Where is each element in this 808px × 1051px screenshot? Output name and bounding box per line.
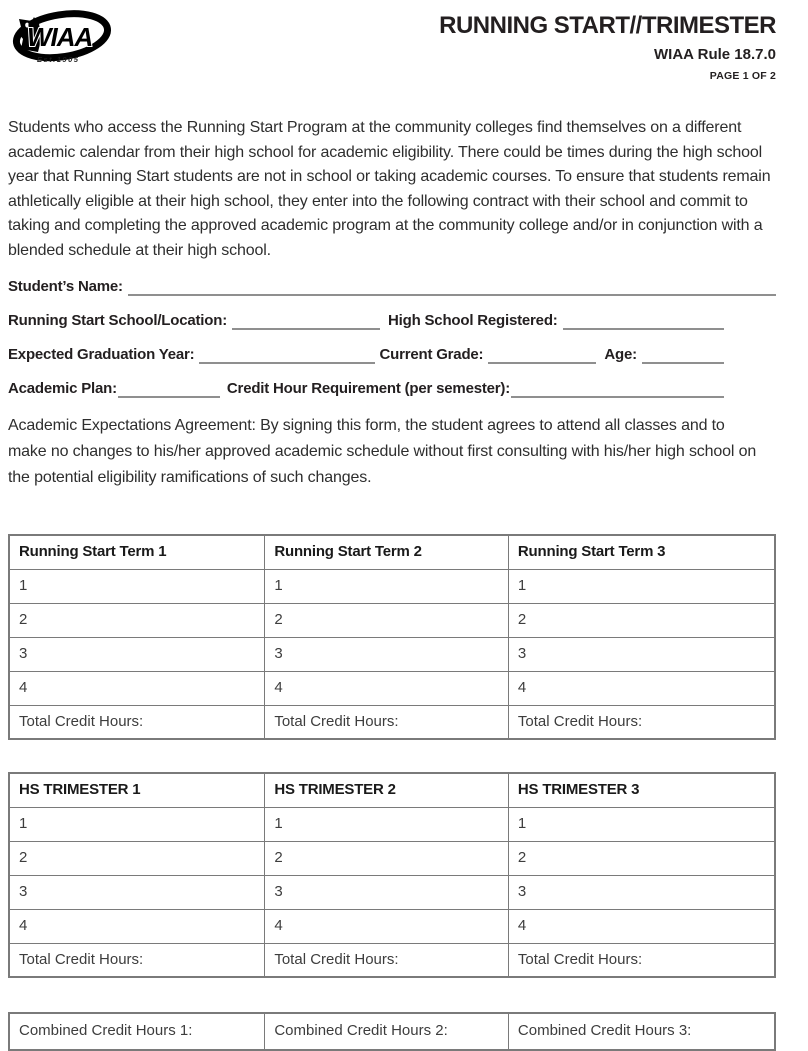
period-number-cell: 2 bbox=[9, 841, 265, 875]
period-number-cell: 3 bbox=[508, 637, 775, 671]
column-header-cell: Running Start Term 2 bbox=[265, 535, 509, 569]
page-title: RUNNING START//TRIMESTER bbox=[439, 12, 776, 39]
total-credit-hours-cell: Total Credit Hours: bbox=[9, 705, 265, 739]
period-number-cell: 1 bbox=[508, 569, 775, 603]
academic-plan-label: Academic Plan: bbox=[8, 380, 117, 397]
form-row-schools bbox=[8, 310, 724, 330]
period-row bbox=[9, 637, 775, 671]
period-number-cell: 3 bbox=[9, 875, 265, 909]
period-number-cell: 2 bbox=[508, 841, 775, 875]
form-row-student-name bbox=[8, 276, 776, 296]
current-grade-blank bbox=[488, 348, 596, 364]
period-number-cell: 1 bbox=[265, 807, 509, 841]
period-number-cell: 3 bbox=[508, 875, 775, 909]
wiaa-logo-icon bbox=[8, 10, 120, 72]
period-number-cell: 4 bbox=[9, 909, 265, 943]
form-row-academic-plan bbox=[8, 378, 724, 398]
high-school-registered-blank bbox=[563, 314, 724, 330]
period-number-cell: 4 bbox=[9, 671, 265, 705]
period-number-cell: 4 bbox=[265, 671, 509, 705]
column-header-cell: Running Start Term 1 bbox=[9, 535, 265, 569]
combined-credit-hours-table bbox=[8, 1012, 776, 1051]
period-number-cell: 1 bbox=[9, 807, 265, 841]
period-row bbox=[9, 569, 775, 603]
period-row bbox=[9, 909, 775, 943]
student-info-form bbox=[8, 276, 776, 398]
running-start-location-blank bbox=[232, 314, 380, 330]
period-number-cell: 1 bbox=[265, 569, 509, 603]
current-grade-label: Current Grade: bbox=[379, 346, 484, 363]
total-credit-hours-cell: Total Credit Hours: bbox=[9, 943, 265, 977]
credit-hour-requirement-label: Credit Hour Requirement (per semester): bbox=[226, 380, 511, 397]
column-header-cell: HS TRIMESTER 3 bbox=[508, 773, 775, 807]
period-number-cell: 4 bbox=[508, 671, 775, 705]
rule-reference: WIAA Rule 18.7.0 bbox=[654, 46, 776, 63]
period-row bbox=[9, 603, 775, 637]
period-number-cell: 2 bbox=[265, 603, 509, 637]
total-credit-hours-cell: Total Credit Hours: bbox=[508, 943, 775, 977]
age-blank bbox=[642, 348, 724, 364]
period-number-cell: 3 bbox=[265, 637, 509, 671]
total-credit-hours-cell: Total Credit Hours: bbox=[508, 705, 775, 739]
period-number-cell: 2 bbox=[265, 841, 509, 875]
graduation-year-blank bbox=[199, 348, 375, 364]
total-row bbox=[9, 943, 775, 977]
wiaa-logo bbox=[8, 10, 120, 77]
table-header-row bbox=[9, 773, 775, 807]
total-credit-hours-cell: Total Credit Hours: bbox=[265, 943, 509, 977]
combined-credit-hours-cell: Combined Credit Hours 3: bbox=[508, 1013, 775, 1050]
table-header-row bbox=[9, 535, 775, 569]
running-start-location-label: Running Start School/Location: bbox=[8, 312, 227, 329]
header-title-block bbox=[439, 12, 776, 82]
combined-credit-hours-cell: Combined Credit Hours 2: bbox=[265, 1013, 509, 1050]
period-row bbox=[9, 875, 775, 909]
high-school-registered-label: High School Registered: bbox=[388, 312, 558, 329]
graduation-year-label: Expected Graduation Year: bbox=[8, 346, 195, 363]
hs-trimester-table bbox=[8, 772, 776, 978]
period-row bbox=[9, 841, 775, 875]
combined-row bbox=[9, 1013, 775, 1050]
academic-plan-blank bbox=[118, 382, 220, 398]
intro-paragraph: Students who access the Running Start Program at the community colleges find themselves on a different academic calendar from their high school for academic eligibility. There could be times during the high school year that Running Start students are not in school or taking academic courses. To ensure that students remain athletically eligible at their high school, they enter into the following contract with their school and commit to taking and completing the approved academic program at the community college and/or in conjunction with a blended schedule at their high school. bbox=[8, 119, 771, 259]
student-name-label: Student’s Name: bbox=[8, 278, 123, 295]
form-row-grade-age bbox=[8, 344, 724, 364]
combined-credit-hours-cell: Combined Credit Hours 1: bbox=[9, 1013, 265, 1050]
credit-hour-requirement-blank bbox=[511, 382, 724, 398]
total-row bbox=[9, 705, 775, 739]
column-header-cell: Running Start Term 3 bbox=[508, 535, 775, 569]
period-row bbox=[9, 807, 775, 841]
period-number-cell: 1 bbox=[508, 807, 775, 841]
column-header-cell: HS TRIMESTER 2 bbox=[265, 773, 509, 807]
period-number-cell: 2 bbox=[9, 603, 265, 637]
student-name-blank bbox=[128, 280, 776, 296]
period-number-cell: 4 bbox=[508, 909, 775, 943]
period-number-cell: 3 bbox=[265, 875, 509, 909]
period-number-cell: 3 bbox=[9, 637, 265, 671]
column-header-cell: HS TRIMESTER 1 bbox=[9, 773, 265, 807]
wiaa-logo-text: WIAA bbox=[27, 22, 93, 52]
running-start-terms-table bbox=[8, 534, 776, 740]
age-label: Age: bbox=[604, 346, 637, 363]
wiaa-logo-est-text: Est.1905 bbox=[37, 55, 80, 64]
period-number-cell: 1 bbox=[9, 569, 265, 603]
page-header bbox=[8, 10, 776, 98]
period-row bbox=[9, 671, 775, 705]
page-number-label: PAGE 1 OF 2 bbox=[709, 70, 776, 82]
period-number-cell: 2 bbox=[508, 603, 775, 637]
total-credit-hours-cell: Total Credit Hours: bbox=[265, 705, 509, 739]
period-number-cell: 4 bbox=[265, 909, 509, 943]
academic-expectations-paragraph: Academic Expectations Agreement: By signing this form, the student agrees to attend all classes and to make no changes to his/her approved academic schedule without first consulting with his/her high school on the potential eligibility ramifications of such changes. bbox=[8, 417, 757, 486]
